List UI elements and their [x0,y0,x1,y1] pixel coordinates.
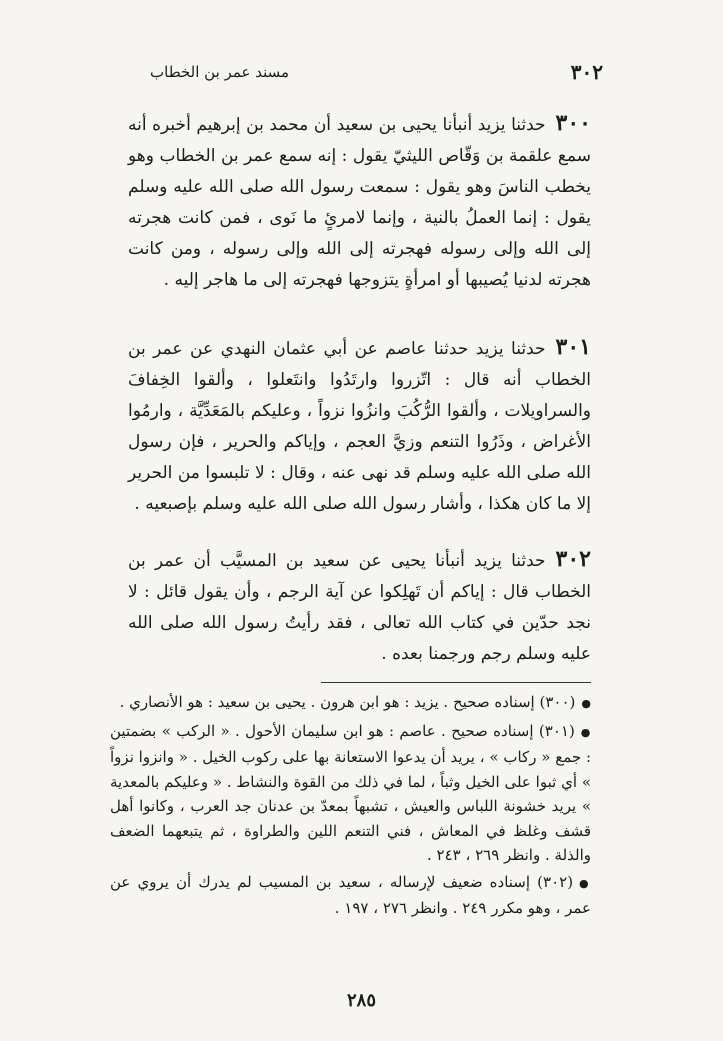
hadith-301 [128,332,591,520]
header-title: مسند عمر بن الخطاب [150,63,290,81]
hadith-number: ٣٠١ [555,334,591,360]
bullet-icon: ● [580,725,591,739]
hadith-text: حدثنا يزيد أنبأنا يحيى عن سعيد بن المسيَّب أن عمر بن الخطاب قال : إياكم أن تَهلِكوا عن آية الرجم ، وأن يقول قائل : لا نجد حدّين في كتاب الله تعالى ، فقد رأيتُ رسول الله صلى الله عليه وسلم رجم ورجمنا بعده . [128,551,591,664]
hadith-300 [128,108,591,296]
hadith-text: حدثنا يزيد حدثنا عاصم عن أبي عثمان النهدي عن عمر بن الخطاب أنه قال : اتّزروا وارتَدُوا وانتَعلوا ، وألقوا الخِفافَ والسراويلات ، وألقوا الرُّكُبَ وانزُوا نزواً ، وعليكم بالمَعَدِّيَّة ، وارمُوا الأغراض ، وذَرُوا التنعم وزيَّ العجم ، وإياكم والحرير ، فإن رسول الله صلى الله عليه وسلم قد نهى عنه ، وقال : لا تلبسوا من الحرير إلا ما كان هكذا ، وأشار رسول الله صلى الله عليه وسلم بإصبعيه . [128,339,591,514]
hadith-number: ٣٠٠ [555,110,591,136]
footnote-300: ●(٣٠٠) إسناده صحيح . يزيد : هو ابن هرون . يحيى بن سعيد : هو الأنصاري . [119,693,591,711]
header-page-number: ٣٠٢ [570,60,603,84]
footnote-divider [321,682,591,683]
bullet-icon: ● [579,876,591,890]
hadith-302 [128,544,591,670]
hadith-text: حدثنا يزيد أنبأنا يحيى بن سعيد أن محمد بن إبرهيم أخبره أنه سمع علقمة بن وَقّاص الليثيّ يقول : إنه سمع عمر بن الخطاب وهو يخطب الناسَ وهو يقول : سمعت رسول الله صلى الله عليه وسلم يقول : إنما العملُ بالنية ، وإنما لامرئٍ ما نَوى ، فمن كانت هجرته إلى الله وإلى رسوله فهجرته إلى الله وإلى رسوله ، ومن كانت هجرته لدنيا يُصيبها أو امرأةٍ يتزوجها فهجرته إلى ما هاجر إليه . [128,115,591,290]
bullet-icon: ● [581,697,591,710]
footnote-301: ●(٣٠١) إسناده صحيح . عاصم : هو ابن سليمان الأحول . « الركب » بضمتين : جمع « ركاب » ، يريد أن يدعوا الاستعانة بها على ركوب الخيل . « وانزوا نزواً » أي ثبوا على الخيل وثباً ، لما في ذلك من القوة والنشاط . « وعليكم بالمعدية » يريد خشونة اللباس والعيش ، تشبهاً بمعدّ بن عدنان جد العرب ، وكانوا أهل قشف وغلظ في المعاش ، فني التنعم اللين والطراوة ، ثم يتبعهما الضعف والذلة . وانظر ٢٦٩ ، ٢٤٣ . [110,721,591,864]
footnotes [110,690,591,923]
footer-page-number: ٢٨٥ [346,990,376,1011]
running-header [150,58,603,86]
hadith-number: ٣٠٢ [555,546,591,572]
footnote-302: ●(٣٠٢) إسناده ضعيف لإرساله ، سعيد بن المسيب لم يدرك أن يروي عن عمر ، وهو مكرر ٢٤٩ . وانظر ٢٧٦ ، ١٩٧ . [110,872,591,917]
